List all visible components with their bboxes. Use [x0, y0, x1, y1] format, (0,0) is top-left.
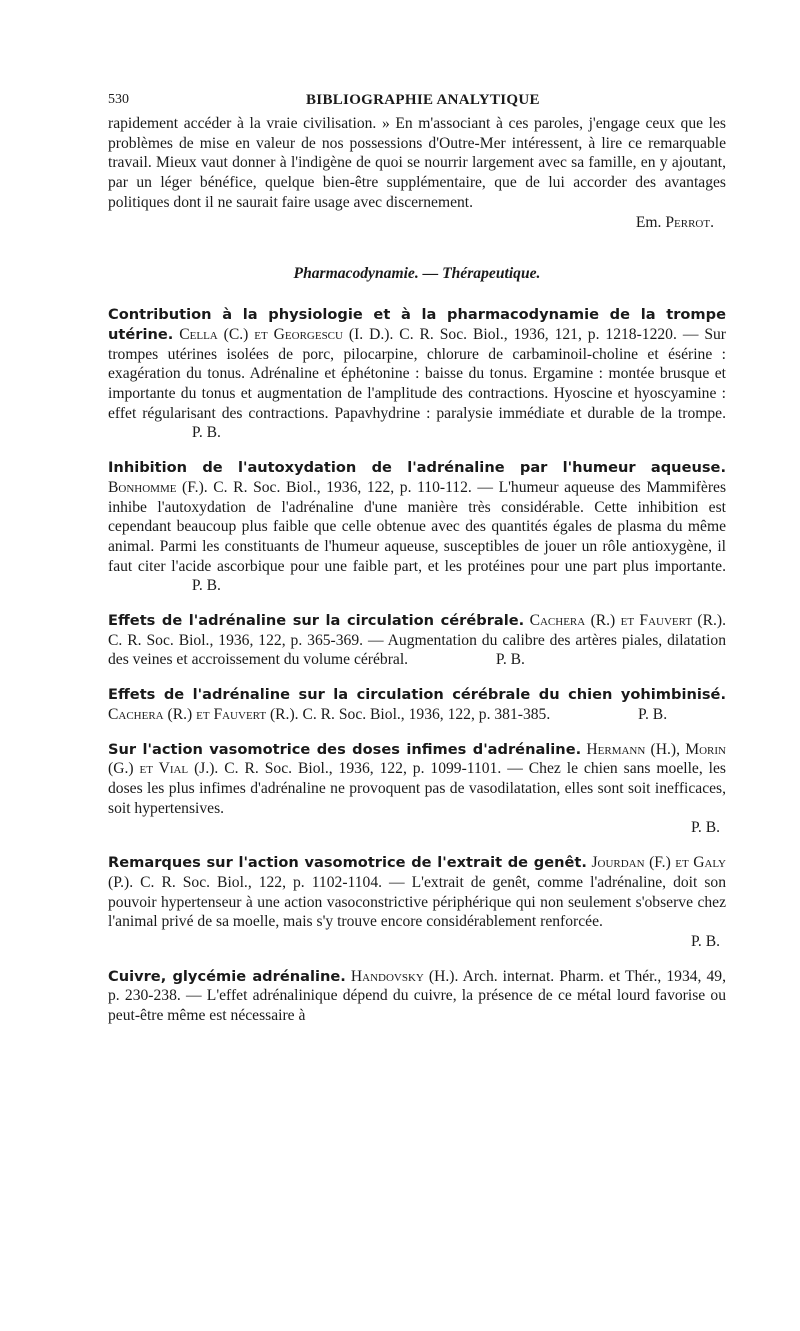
entry-signature: P. B. — [638, 705, 668, 723]
entry-citation: C. R. Soc. Biol., 1936, 122, p. 1099-1101. — [224, 760, 502, 778]
section-heading: Pharmacodynamie. — Thérapeutique. — [293, 265, 541, 283]
bibliography-entry — [108, 685, 726, 724]
entry-body: — Augmentation du calibre des artères piales, dilatation des veines et accroissement du volume cérébral. — [108, 631, 726, 669]
signature-initials: Em. — [635, 213, 662, 231]
bibliography-entry — [108, 853, 726, 952]
entry-authors: Hermann (H.), Morin (G.) et Vial (J.). — [108, 740, 726, 778]
intro-text: rapidement accéder à la vraie civilisation. » En m'associant à ces paroles, j'engage ceux que les problèmes de mise en valeur de nos possessions d'Outre-Mer intéressent, à lire ce remarquable travail. Mieux vaut donner à l'indigène de quoi se nourrir largement avec sa famille, en y ajoutant, par un léger bénéfice, quelque bien-être supplémentaire, que de lui accorder des avantages politiques dont il ne saurait faire usage avec discernement. — [108, 115, 726, 211]
signature-name: Perrot. — [665, 213, 714, 231]
entry-title: Remarques sur l'action vasomotrice de l'extrait de genêt. — [108, 854, 587, 872]
entry-body: — Chez le chien sans moelle, les doses les plus infimes d'adrénaline ne provoquent pas de vasodilatation, elles sont soit inefficaces, soit hypertensives. — [108, 760, 726, 817]
entry-title: Sur l'action vasomotrice des doses infimes d'adrénaline. — [108, 740, 582, 758]
entry-title: Effets de l'adrénaline sur la circulation cérébrale du chien yohimbinisé. — [108, 686, 726, 704]
intro-paragraph — [108, 114, 726, 232]
entry-citation: C. R. Soc. Biol., 1936, 121, p. 1218-1220. — [399, 325, 677, 343]
entry-authors: Jourdan (F.) et Galy (P.). — [108, 854, 726, 891]
bibliography-entry — [108, 967, 726, 1026]
entry-authors: Bonhomme (F.). — [108, 478, 208, 496]
entry-citation: Arch. internat. Pharm. et Thér., 1934, 49, p. 230-238. — [108, 967, 726, 1005]
bibliography-entry — [108, 740, 726, 839]
entry-signature: P. B. — [191, 577, 221, 595]
entry-signature: P. B. — [690, 932, 720, 950]
entry-citation: C. R. Soc. Biol., 1936, 122, p. 110-112. — [213, 478, 472, 496]
intro-signature — [108, 213, 726, 233]
entry-body: — L'extrait de genêt, comme l'adrénaline, doit son pouvoir hypertenseur à une action vasoconstrictive périphérique qui non seulement s'observe chez l'animal privé de sa moelle, mais s'y trouve encore considérablement renforcée. — [108, 873, 727, 931]
entry-citation: C. R. Soc. Biol., 1936, 122, p. 381-385. — [302, 705, 551, 723]
entry-authors: Handovsky (H.). — [350, 967, 459, 985]
running-title: BIBLIOGRAPHIE ANALYTIQUE — [306, 92, 540, 108]
entry-title: Cuivre, glycémie adrénaline. — [108, 967, 346, 985]
entry-authors: Cachera (R.) et Fauvert (R.). — [529, 612, 726, 630]
entry-signature: P. B. — [191, 424, 221, 442]
entry-title: Inhibition de l'autoxydation de l'adrénaline par l'humeur aqueuse. — [108, 459, 726, 477]
bibliography-entry — [108, 611, 726, 670]
entry-title: Effets de l'adrénaline sur la circulation cérébrale. — [108, 612, 525, 630]
entry-authors: Cachera (R.) et Fauvert (R.). — [108, 705, 299, 723]
entry-citation: C. R. Soc. Biol., 1936, 122, p. 365-369. — [108, 631, 364, 649]
bibliography-entry — [108, 458, 726, 596]
bibliography-entry — [108, 305, 726, 443]
entry-citation: C. R. Soc. Biol., 122, p. 1102-1104. — [140, 873, 383, 891]
entry-body: — L'effet adrénalinique dépend du cuivre, la présence de ce métal lourd favorise ou peut-être même est nécessaire à — [108, 987, 726, 1025]
entry-body: — Sur trompes utérines isolées de porc, pilocarpine, chlorure de carbaminoil-choline et ésérine : exagération du tonus. Adrénaline et éphétonine : baisse du tonus. Ergamine : montée brusque et importante du tonus et augmentation de l'amplitude des contractions. Hyoscine et hyoscyamine : effet régularisant des contractions. Papavhydrine : paralysie immédiate et durable de la trompe. — [108, 325, 726, 422]
page-number: 530 — [108, 92, 129, 107]
running-header — [108, 92, 726, 114]
entry-body: — L'humeur aqueuse des Mammifères inhibe l'autoxydation de l'adrénaline d'une manière très considérable. Cette inhibition est cependant beaucoup plus faible que celle obtenue avec des quantités égales de plasma du même animal. Parmi les constituants de l'humeur aqueuse, susceptibles de jouer un rôle antioxygène, il faut citer l'acide ascorbique pour une faible part, et les protéines pour une part plus importante. — [108, 478, 727, 575]
entry-signature: P. B. — [690, 819, 720, 837]
page — [108, 92, 726, 1041]
entry-authors: Cella (C.) et Georgescu (I. D.). — [179, 325, 394, 343]
entry-title: Contribution à la physiologie et à la pharmacodynamie de la trompe utérine. — [108, 306, 726, 343]
entry-signature: P. B. — [495, 651, 525, 669]
